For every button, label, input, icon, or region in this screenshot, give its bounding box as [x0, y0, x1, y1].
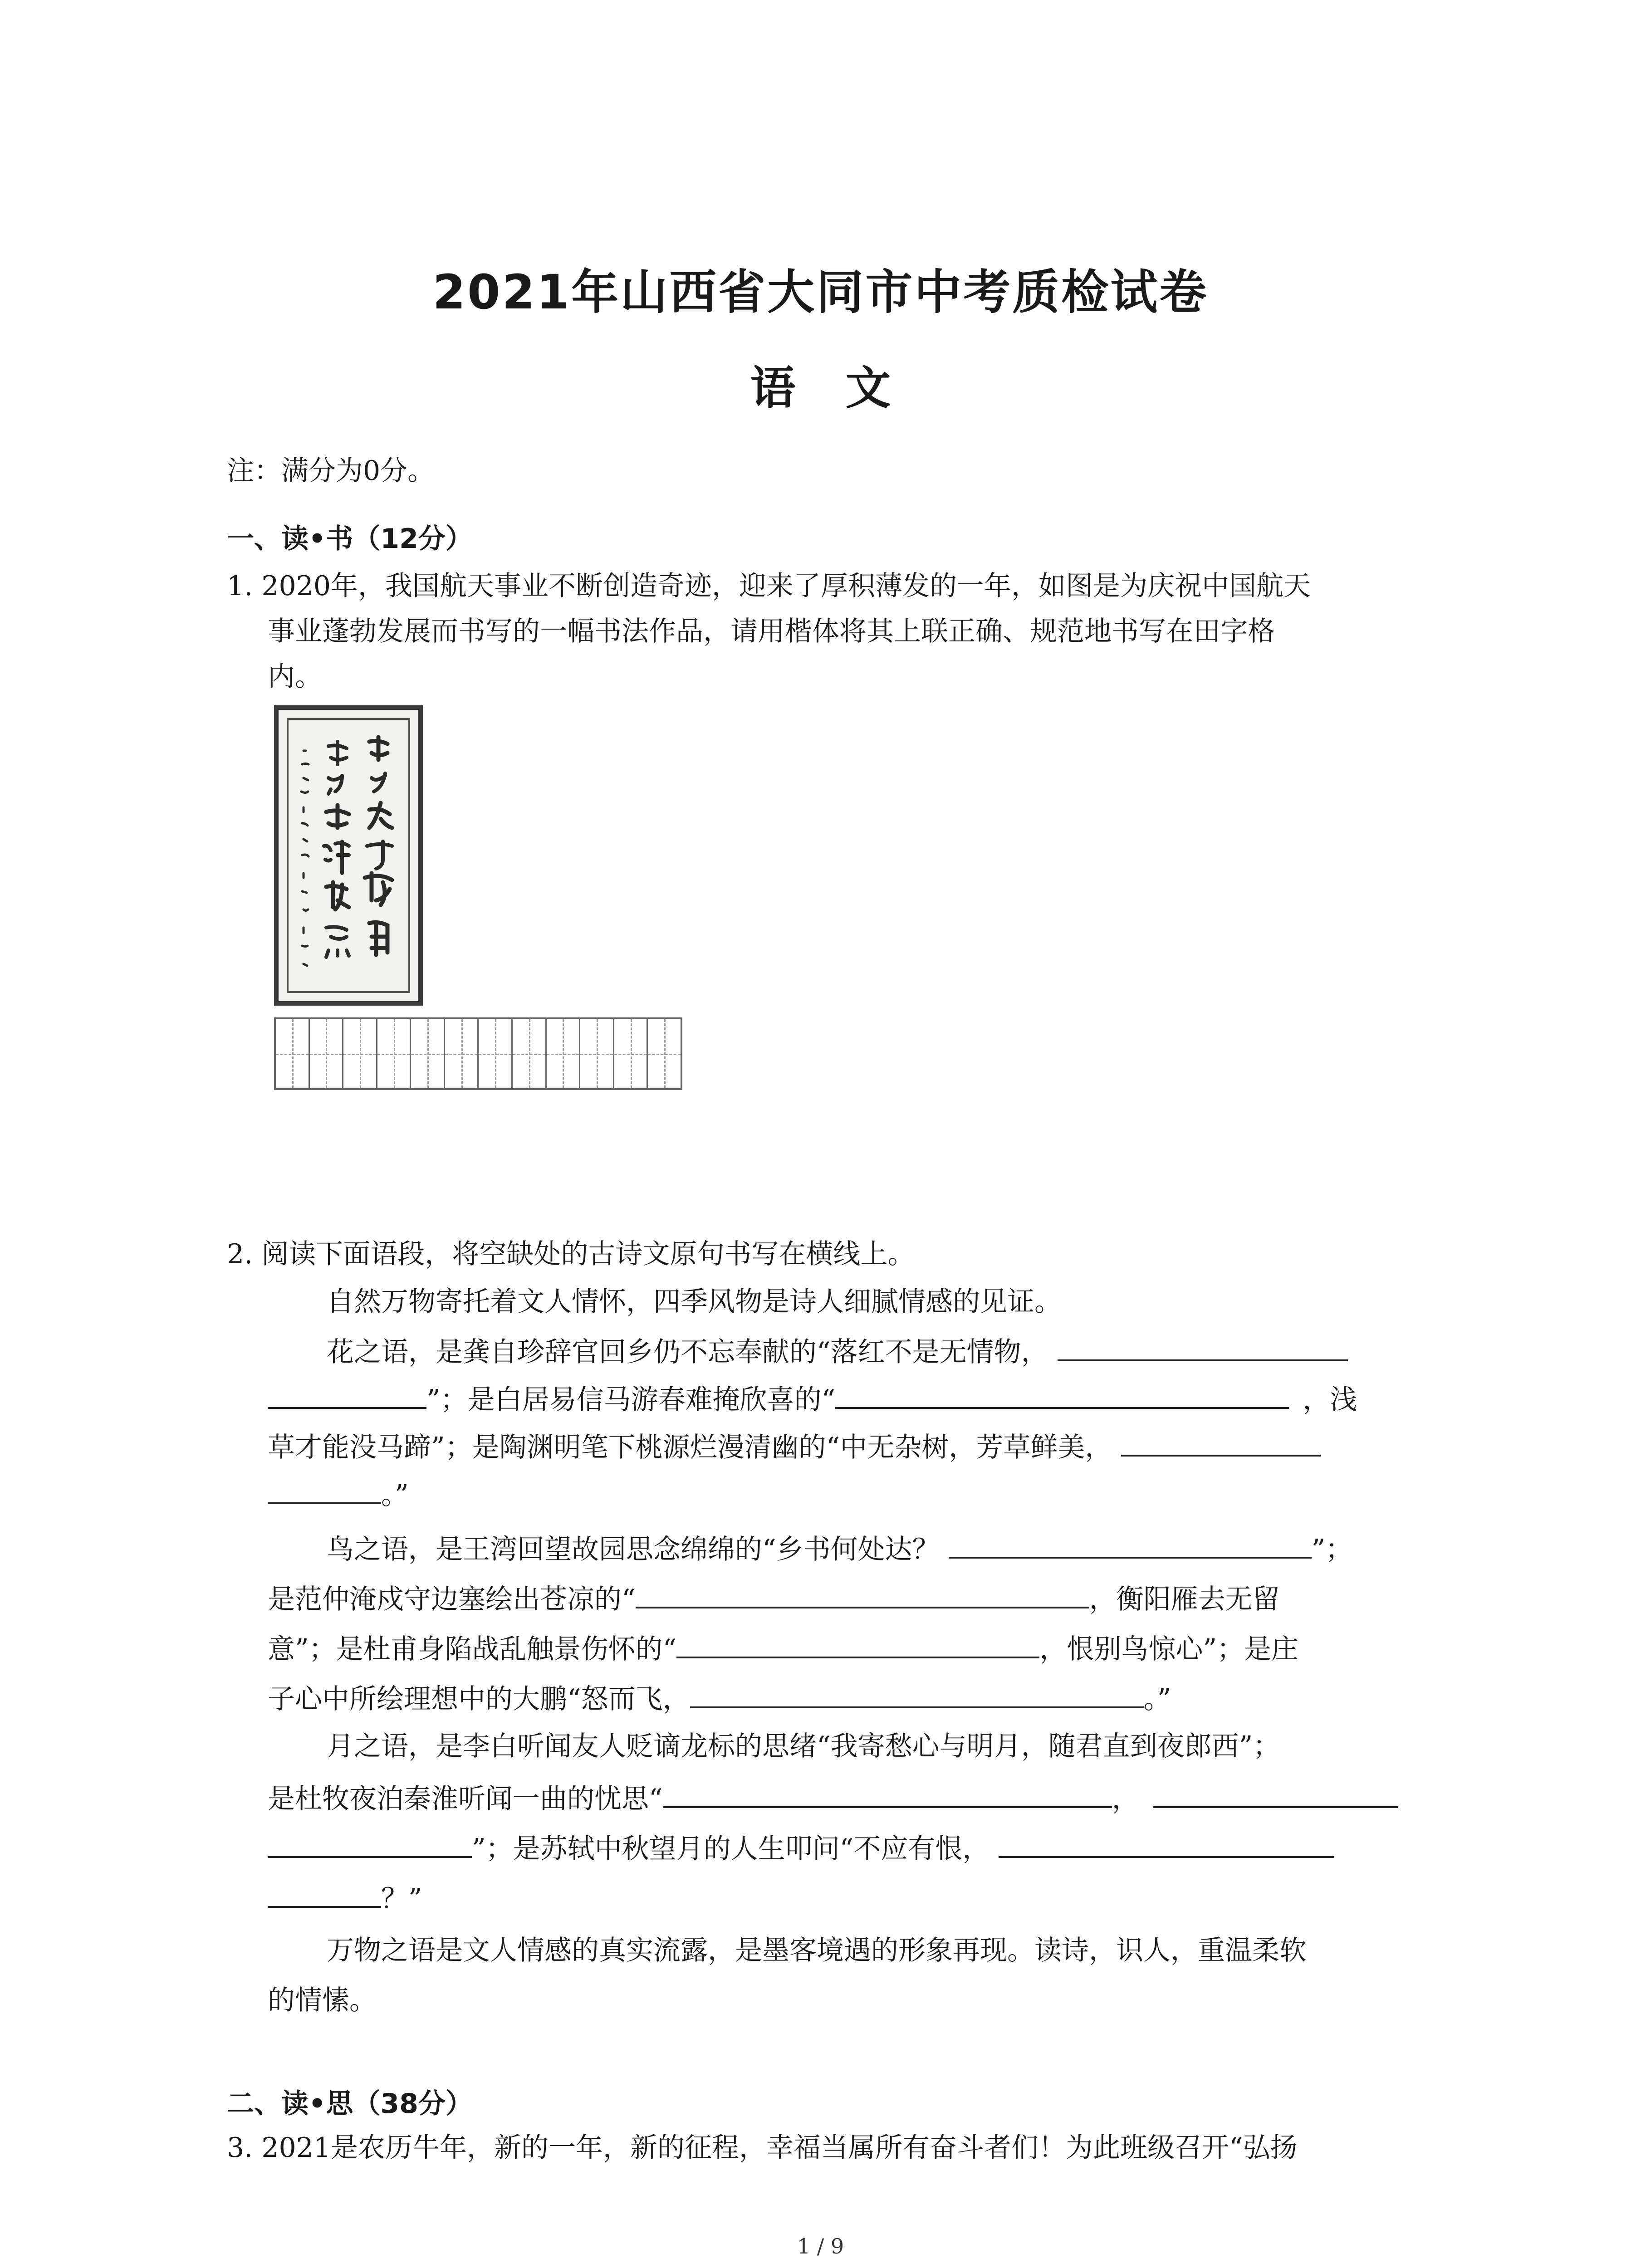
grid-cell[interactable]: [648, 1019, 681, 1088]
q2-para-3-line-3: [268, 1633, 1298, 1663]
q2-text: ，衡阳雁去无留: [1089, 1584, 1280, 1615]
grid-cell[interactable]: [479, 1019, 513, 1088]
answer-blank[interactable]: [268, 1833, 472, 1858]
question-3: 3. 2021是农历牛年，新的一年，新的征程，幸福当属所有奋斗者们！为此班级召开“弘扬: [227, 2132, 1298, 2164]
q2-text: ”；是苏轼中秋望月的人生叩问“不应有恨，: [472, 1833, 990, 1865]
q2-text: 。”: [381, 1479, 409, 1511]
q1-line-3: 内。: [268, 661, 322, 693]
q2-text: ？”: [381, 1883, 422, 1915]
grid-cell[interactable]: [276, 1019, 310, 1088]
q2-text: ，恨别鸟惊心”；是庄: [1039, 1633, 1299, 1665]
answer-blank[interactable]: [268, 1882, 381, 1908]
grid-cell[interactable]: [377, 1019, 411, 1088]
answer-blank[interactable]: [999, 1833, 1334, 1858]
answer-blank[interactable]: [1153, 1783, 1398, 1808]
q2-para-4-line-4: [268, 1882, 422, 1915]
answer-blank[interactable]: [268, 1479, 381, 1504]
answer-blank[interactable]: [1058, 1336, 1348, 1361]
answer-blank[interactable]: [1121, 1431, 1321, 1457]
answer-blank[interactable]: [676, 1633, 1039, 1658]
tianzige-grid[interactable]: [274, 1017, 682, 1090]
q1-line-1: 1. 2020年，我国航天事业不断创造奇迹，迎来了厚积薄发的一年，如图是为庆祝中国航天: [227, 570, 1311, 602]
q2-text: 是范仲淹戍守边塞绘出苍凉的“: [268, 1584, 636, 1615]
grid-cell[interactable]: [547, 1019, 581, 1088]
q2-para-5-line-1: 万物之语是文人情感的真实流露，是墨客境遇的形象再现。读诗，识人，重温柔软: [327, 1935, 1307, 1966]
grid-cell[interactable]: [445, 1019, 479, 1088]
q2-para-2-line-4: [268, 1479, 409, 1509]
q2-text: 草才能没马蹄”；是陶渊明笔下桃源烂漫清幽的“中无杂树，芳草鲜美，: [268, 1432, 1112, 1463]
grid-cell[interactable]: [310, 1019, 344, 1088]
q1-line-2: 事业蓬勃发展而书写的一幅书法作品，请用楷体将其上联正确、规范地书写在田字格: [268, 616, 1275, 647]
score-note: 注：满分为0分。: [227, 455, 435, 487]
grid-cell[interactable]: [411, 1019, 445, 1088]
grid-cell[interactable]: [614, 1019, 648, 1088]
q2-para-2-line-3: [268, 1431, 1321, 1461]
q2-para-3-line-2: [268, 1583, 1280, 1613]
grid-cell[interactable]: [343, 1019, 377, 1088]
answer-blank[interactable]: [835, 1383, 1289, 1409]
calligraphy-image: [274, 705, 423, 1006]
q2-para-5-line-2: 的情愫。: [268, 1984, 377, 2016]
q2-para-2-line-2: [268, 1383, 1357, 1416]
q2-text: 花之语，是龚自珍辞官回乡仍不忘奉献的“落红不是无情物，: [327, 1336, 1048, 1368]
answer-blank[interactable]: [949, 1533, 1312, 1559]
page-number: 1 / 9: [797, 2234, 844, 2258]
answer-blank[interactable]: [636, 1583, 1089, 1608]
q2-para-2-line-1: [327, 1336, 1348, 1366]
q2-text: ，浅: [1303, 1384, 1357, 1416]
q2-para-4-line-2: [268, 1783, 1398, 1813]
grid-cell[interactable]: [580, 1019, 614, 1088]
q2-para-4-line-1: 月之语，是李白听闻友人贬谪龙标的思绪“我寄愁心与明月，随君直到夜郎西”；: [327, 1730, 1280, 1762]
q2-text: 是杜牧夜泊秦淮听闻一曲的忧思“: [268, 1783, 663, 1815]
q2-para-3-line-4: [268, 1683, 1171, 1713]
q2-text: 鸟之语，是王湾回望故园思念绵绵的“乡书何处达？: [327, 1534, 940, 1565]
answer-blank[interactable]: [663, 1783, 1112, 1808]
q2-text: ”；是白居易信马游春难掩欣喜的“: [426, 1384, 836, 1416]
answer-blank[interactable]: [690, 1683, 1144, 1708]
q2-text: 子心中所绘理想中的大鹏“怒而飞，: [268, 1683, 690, 1715]
calligraphy-strokes: [279, 710, 418, 1001]
q2-text: ，: [1112, 1783, 1139, 1815]
q2-para-4-line-3: [268, 1833, 1334, 1865]
q2-text: 。”: [1143, 1683, 1171, 1715]
q2-para-1: 自然万物寄托着文人情怀，四季风物是诗人细腻情感的见证。: [327, 1286, 1062, 1318]
section-heading-1: 一、读•书（12分）: [227, 523, 473, 555]
q2-text: 意”；是杜甫身陷战乱触景伤怀的“: [268, 1633, 677, 1665]
page-title: 2021年山西省大同市中考质检试卷: [432, 264, 1209, 320]
subject-title: 语文: [750, 362, 941, 415]
section-heading-2: 二、读•思（38分）: [227, 2088, 473, 2120]
grid-cell[interactable]: [513, 1019, 547, 1088]
q2-text: ”；: [1311, 1534, 1353, 1565]
answer-blank[interactable]: [268, 1383, 426, 1409]
q2-stem: 2. 阅读下面语段，将空缺处的古诗文原句书写在横线上。: [227, 1238, 915, 1270]
q2-para-3-line-1: [327, 1533, 1352, 1563]
